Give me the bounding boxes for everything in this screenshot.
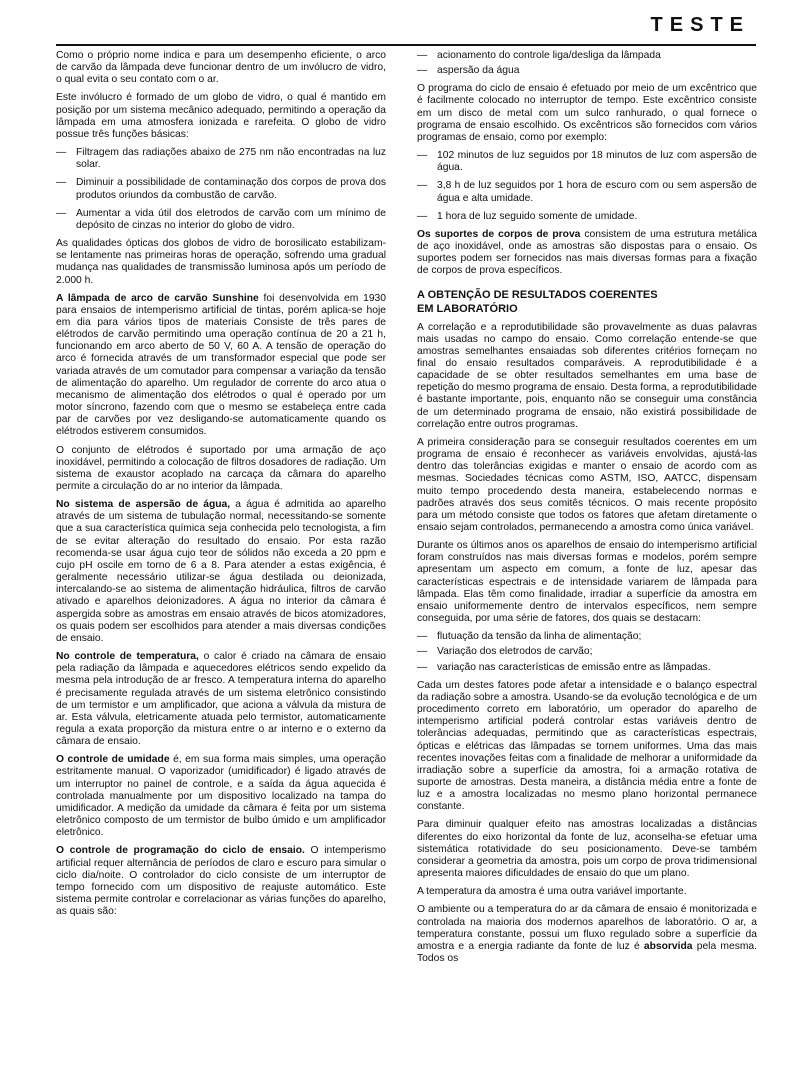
- list-dash: —: [56, 177, 67, 189]
- list-item: — Filtragem das radiações abaixo de 275 nm não encontradas na luz solar.: [56, 147, 386, 171]
- list-item: — acionamento do controle liga/desliga da lâmpada: [417, 50, 661, 61]
- list-item: — 102 minutos de luz seguidos por 18 minutos de luz com aspersão de água.: [417, 150, 757, 174]
- section-label: TESTE: [650, 14, 750, 36]
- list-item: — Variação dos eletrodos de carvão;: [417, 646, 593, 658]
- list-item: — variação nas características de emissão entre as lâmpadas.: [417, 661, 711, 673]
- paragraph: O controle de programação do ciclo de ensaio. O intemperismo artificial requer alternância de períodos de claro e escuro para simular o ciclo dia/noite. O controlador do ciclo consiste de um interruptor de tempo fornecido com um dispositivo de reajuste automático. Este sistema permite controlar e correlacionar as várias funções do aparelho, as quais são:: [56, 845, 386, 918]
- list-item: — aspersão da água: [417, 65, 520, 77]
- page-header: [0, 0, 800, 48]
- right-column: [417, 50, 757, 971]
- header-rule: [56, 44, 756, 46]
- left-column: [56, 50, 386, 924]
- list-item: — Diminuir a possibilidade de contaminação dos corpos de prova dos produtos oriundos da combustão de carvão.: [56, 177, 386, 201]
- lead-in: No sistema de aspersão de água,: [56, 499, 231, 511]
- paragraph: As qualidades ópticas dos globos de vidro de borosilicato estabilizam-se lentamente nas primeiras horas de operação, sofrendo uma gradual mudança nas qualidades de transmissão luminosa após um período de 2.000 h.: [56, 238, 386, 286]
- list-dash: —: [417, 50, 428, 61]
- paragraph: No controle de temperatura, o calor é criado na câmara de ensaio pela radiação da lâmpada e aquecedores elétricos sendo expelido da mesma pela introdução de ar fresco. A temperatura interna do aparelho é precisamente regulada através de um sistema eletrônico consistindo de um termistor e um amplificador, que aciona a válvula da mistura de ar. Esta válvula, eletricamente atuada pelo termistor, automaticamente regula a exata proporção da mistura entre o ar interno e o externo da câmara de ensaio.: [56, 651, 386, 748]
- paragraph: Para diminuir qualquer efeito nas amostras localizadas a distâncias diferentes do eixo horizontal da fonte de luz, aconselha-se efetuar uma sistemática rotatividade do seu posicionamento. Deve-se também considerar a geometria da amostra, pois um corpo de prova tridimensional apresenta maiores dificuldades de ensaio do que um plano.: [417, 819, 757, 880]
- list-dash: —: [417, 661, 428, 673]
- list-dash: —: [417, 65, 428, 77]
- list-item: — flutuação da tensão da linha de alimentação;: [417, 631, 642, 643]
- emphasis: absorvida: [643, 940, 693, 952]
- paragraph: A correlação e a reprodutibilidade são provavelmente as duas palavras mais usadas no campo do ensaio. Como correlação entende-se que amostras semelhantes ensaiadas sob diferentes critérios forneçam no final do ensaio resultados comparáveis. A reprodutibilidade é a capacidade de se obter resultados semelhantes em uma base de repetição do mesmo programa de ensaio. Desta forma, a reprodutibilidade é bastante importante, pois, enquanto não se conseguir uma constância de um determinado programa de ensaio, não existirá possibilidade de correlação entre outros programas.: [417, 321, 757, 430]
- list-dash: —: [56, 147, 67, 159]
- list-item: — 1 hora de luz seguido somente de umidade.: [417, 210, 638, 222]
- list-dash: —: [56, 207, 67, 219]
- lead-in: A lâmpada de arco de carvão Sunshine: [56, 292, 259, 304]
- list-dash: —: [417, 150, 428, 162]
- lead-in: No controle de temperatura,: [56, 651, 199, 663]
- lead-in: O controle de programação do ciclo de ensaio.: [56, 845, 305, 857]
- list-dash: —: [417, 631, 428, 643]
- list-dash: —: [417, 646, 428, 658]
- paragraph: Como o próprio nome indica e para um desempenho eficiente, o arco de carvão da lâmpada deve funcionar dentro de um invólucro de vidro, o qual evita o seu contato com o ar.: [56, 50, 386, 86]
- section-heading: A OBTENÇÃO DE RESULTADOS COERENTES EM LABORATÓRIO: [417, 288, 658, 315]
- paragraph: Os suportes de corpos de prova consistem de uma estrutura metálica de aço inoxidável, onde as amostras são dispostas para o ensaio. Os suportes podem ser fornecidos nas mais diversas formas para a fixação de corpos de prova específicos.: [417, 228, 757, 277]
- paragraph: A lâmpada de arco de carvão Sunshine foi desenvolvida em 1930 para ensaios de intemperismo artificial de tintas, porém aplica-se hoje em dia para vários tipos de materiais Consiste de três pares de elétrodos de carvão permitindo uma operação contínua de 20 a 21 h, funcionando em arco aberto de 50 V, 60 A. A tensão de operação do arco é fornecida através de um transformador especial que pode ser variada através de um comutador para compensar a variação da tensão de alimentação do aparelho. Um regulador de corrente do arco atua o mecanismo de alimentação dos elétrodos o qual é operado por um motor síncrono, fazendo com que o mesmo se estabeleça entre cada par de carvões por vez desligando-se automaticamente quando os elétrodos estiverem consumidos.: [56, 292, 386, 438]
- paragraph: O programa do ciclo de ensaio é efetuado por meio de um excêntrico que é facilmente colocado no interruptor de tempo. Este excêntrico consiste em um disco de metal com um sulco ranhurado, o qual fornece o programa de ensaio escolhido. Os excêntricos são fornecidos com vários programas de ensaio, como por exemplo:: [417, 83, 757, 143]
- paragraph: O controle de umidade é, em sua forma mais simples, uma operação estritamente manual. O vaporizador (umidificador) é ligado através de um interruptor no painel de controle, e a saída da água aquecida é controlada manualmente por um dispositivo localizado na tampa do umidificador. A medição da umidade da câmara é feita por um sistema eletrônico composto de um termistor de bulbo úmido e um amplificador eletrônico.: [56, 754, 386, 839]
- list-dash: —: [417, 210, 428, 222]
- paragraph: Este invólucro é formado de um globo de vidro, o qual é mantido em posição por um sistema mecânico adequado, permitindo a operação da lâmpada em uma atmosfera ionizada e rarefeita. O globo de vidro possue três funções básicas:: [56, 92, 386, 140]
- paragraph: O ambiente ou a temperatura do ar da câmara de ensaio é monitorizada e controlada na maioria dos modernos aparelhos de laboratório. O ar, a temperatura constante, possui um fluxo regulado sobre a superfície da amostra e a energia radiante da fonte de luz é absorvida pela mesma. Todos os: [417, 904, 758, 964]
- list-item: — Aumentar a vida útil dos eletrodos de carvão com um mínimo de depósito de cinzas no interior do globo de vidro.: [56, 207, 386, 231]
- lead-in: O controle de umidade: [56, 754, 170, 766]
- paragraph: A primeira consideração para se conseguir resultados coerentes em um programa de ensaio é reconhecer as variáveis envolvidas, ajustá-las dentro das tolerâncias exigidas e manter o ensaio de acordo com as mesmas. Sociedades técnicas como ASTM, ISO, AATCC, dispensam muito tempo procedendo desta maneira, estabelecendo normas e padrões através dos seus comitês técnicos. O mais recente propósito para um método consiste que todos os fatores que afetam diretamente o ensaio sejam controlados, permanecendo a amostra como única variável.: [417, 436, 757, 533]
- paragraph: Cada um destes fatores pode afetar a intensidade e o balanço espectral da radiação sobre a amostra. Usando-se da evolução tecnológica e de um procedimento correto em laboratório, um operador do aparelho de intemperismo artificial poderá controlar estas variáveis dentro de tolerâncias adequadas, permitindo que as características espectrais, ópticas e elétricas das lâmpadas se tornem uniformes. Uma das mais recentes inovações feitas com a finalidade de melhorar a uniformidade da irradiação sobre a superfície da amostra, foi a armação rotativa de suporte de amostras. Desta maneira, a distância média entre a fonte de luz e a amostra localizadas no mesmo plano horizontal permanece constante.: [417, 679, 758, 813]
- paragraph: Durante os últimos anos os aparelhos de ensaio do intemperismo artificial foram construídos nas mais diversas formas e modelos, porém sempre apresentam um aspecto em comum, a fonte de luz, apesar das características espectrais e de intensidade variarem de lâmpada para lâmpada. Elas têm como finalidade, irradiar a superfície da amostra em ensaio uniformemente dentro de intervalos específicos, nem sempre conseguida, por uma série de fatores, dos quais se destacam:: [417, 540, 757, 625]
- paragraph: No sistema de aspersão de água, a água é admitida ao aparelho através de um sistema de tubulação normal, necessitando-se somente que a sua característica química seja conhecida pelo tecnologista, a fim de se evitar alteração do resultado do ensaio. Por esta razão recomenda-se usar água cujo teor de sólidos não exceda a 20 ppm e cujo pH oscile em torno de 6 a 8. Para atender a estas exigência, é geralmente necessário utilizar-se água destilada ou deionizada, intercalando-se ao sistema de alimentação hidráulica, filtros de carvão ativado e aparelhos deionizadores. A água no interior da câmara é aspergida sobre as amostras em ensaio através de bicos atomizadores, os quais podem ser escolhidos para atender a mais diversas condições de ensaio.: [56, 499, 386, 644]
- paragraph: O conjunto de elétrodos é suportado por uma armação de aço inoxidável, permitindo a colocação de filtros dosadores de radiação. Um sistema de exaustor acoplado na carcaça da câmara do aparelho permite a circulação do ar no interior da lâmpada.: [56, 444, 386, 492]
- lead-in: Os suportes de corpos de prova: [417, 228, 581, 240]
- list-dash: —: [417, 180, 428, 192]
- list-item: — 3,8 h de luz seguidos por 1 hora de escuro com ou sem aspersão de água e alta umidade.: [417, 180, 757, 204]
- paragraph: A temperatura da amostra é uma outra variável importante.: [417, 886, 687, 898]
